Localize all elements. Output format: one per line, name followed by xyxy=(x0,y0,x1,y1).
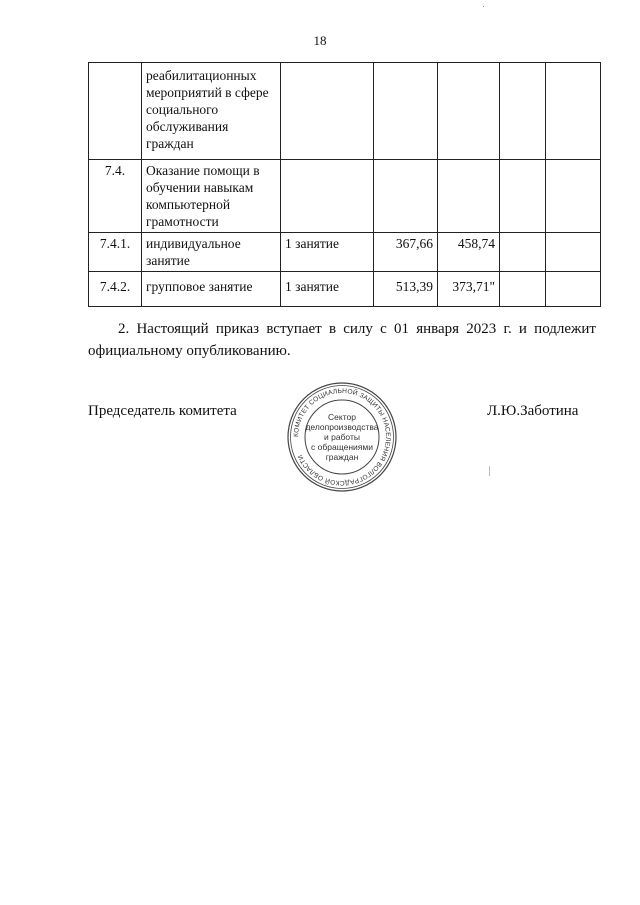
row-number: 7.4. xyxy=(89,160,142,233)
stamp-line: Сектор xyxy=(328,412,356,422)
signer-name: Л.Ю.Заботина xyxy=(487,403,579,419)
scan-speck xyxy=(483,6,484,7)
value-cell: 367,66 xyxy=(374,233,438,272)
service-name: Оказание помощи в обучении навыкам компьютерной грамотности xyxy=(142,160,281,233)
page-number: 18 xyxy=(313,33,327,48)
service-name: групповое занятие xyxy=(142,272,281,307)
stamp-line: делопроизводства xyxy=(305,422,379,432)
table-row xyxy=(89,272,601,307)
empty-cell xyxy=(500,63,546,160)
unit-cell xyxy=(281,63,374,160)
empty-cell xyxy=(500,160,546,233)
empty-cell xyxy=(546,272,601,307)
value-cell xyxy=(374,160,438,233)
row-number xyxy=(89,63,142,160)
row-number: 7.4.2. xyxy=(89,272,142,307)
value-cell: 373,71" xyxy=(438,272,500,307)
service-name: реабилитационных мероприятий в сфере социального обслуживания граждан xyxy=(142,63,281,160)
value-cell xyxy=(438,63,500,160)
tariff-table xyxy=(88,62,601,307)
official-stamp xyxy=(286,381,398,493)
value-cell xyxy=(374,63,438,160)
value-cell xyxy=(438,160,500,233)
empty-cell xyxy=(500,233,546,272)
stamp-center xyxy=(286,381,398,493)
row-number: 7.4.1. xyxy=(89,233,142,272)
stamp-line: граждан xyxy=(325,452,359,462)
stamp-line: с обращениями xyxy=(311,442,373,452)
stamp-ring-text: КОМИТЕТ СОЦИАЛЬНОЙ ЗАЩИТЫ НАСЕЛЕНИЯ ВОЛГОГРАДСКОЙ ОБЛАСТИ xyxy=(292,387,392,487)
empty-cell xyxy=(546,160,601,233)
unit-cell xyxy=(281,160,374,233)
value-cell: 458,74 xyxy=(438,233,500,272)
table-row xyxy=(89,233,601,272)
scan-speck xyxy=(489,466,490,476)
unit-cell: 1 занятие xyxy=(281,233,374,272)
empty-cell xyxy=(500,272,546,307)
service-name: индивидуальное занятие xyxy=(142,233,281,272)
stamp-line: и работы xyxy=(324,432,360,442)
empty-cell xyxy=(546,233,601,272)
empty-cell xyxy=(546,63,601,160)
effective-date-paragraph: 2. Настоящий приказ вступает в силу с 01 января 2023 г. и подлежит официальному опубликованию. xyxy=(88,321,596,359)
signer-title: Председатель комитета xyxy=(88,403,237,419)
unit-cell: 1 занятие xyxy=(281,272,374,307)
table-row xyxy=(89,160,601,233)
table-row xyxy=(89,63,601,160)
value-cell: 513,39 xyxy=(374,272,438,307)
